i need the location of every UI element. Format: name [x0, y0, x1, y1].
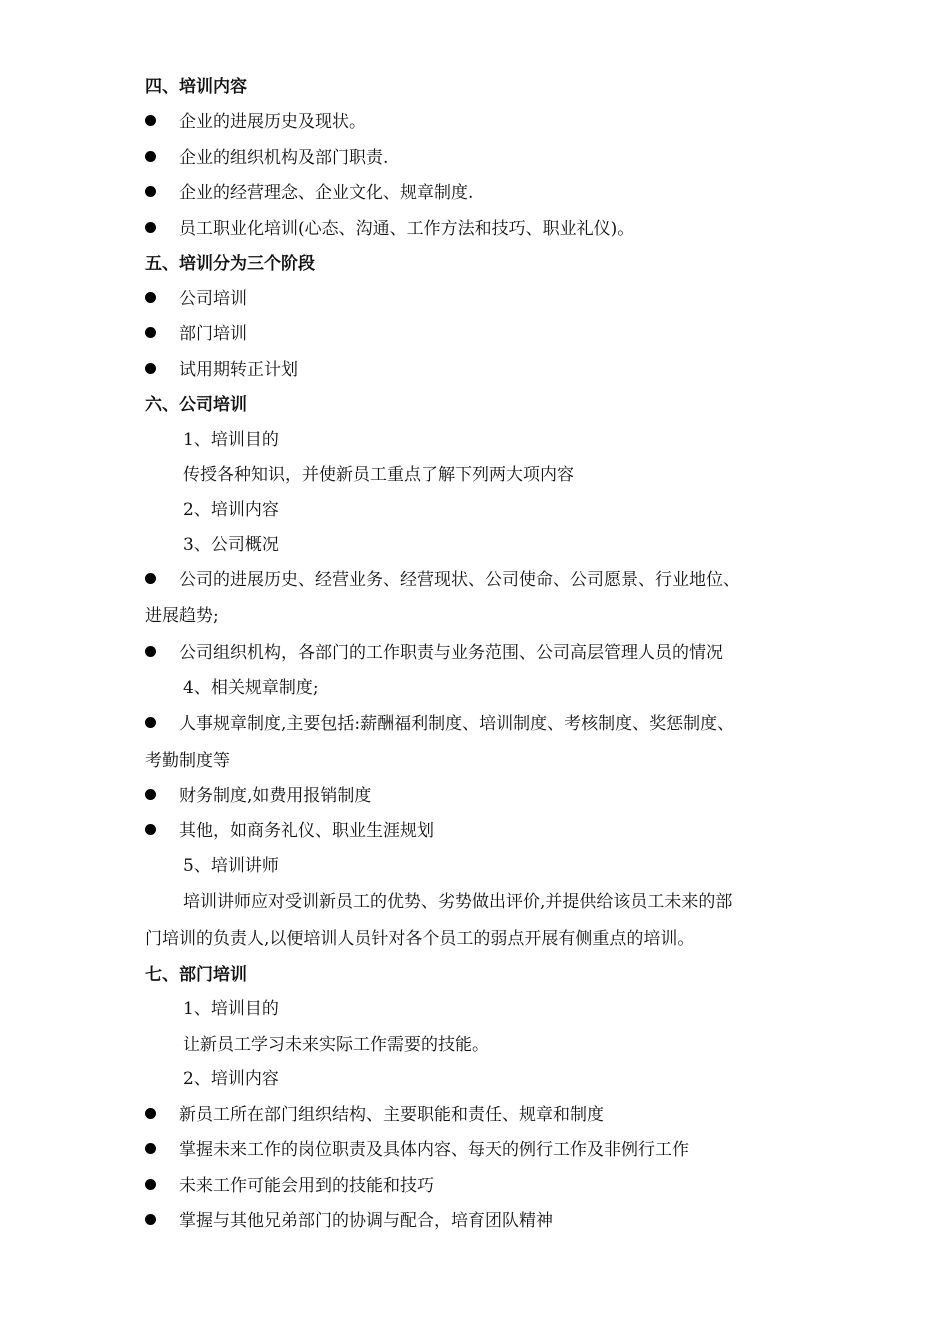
bullet-icon [145, 646, 156, 657]
section-5-heading: 五、培训分为三个阶段 [145, 254, 315, 274]
list-item: 企业的组织机构及部门职责. [179, 148, 389, 168]
list-item: 新员工所在部门组织结构、主要职能和责任、规章和制度 [179, 1105, 604, 1125]
bullet-icon [145, 824, 156, 835]
list-item: 员工职业化培训(心态、沟通、工作方法和技巧、职业礼仪)。 [179, 219, 635, 239]
bullet-icon [145, 222, 156, 233]
bullet-icon [145, 115, 156, 126]
subheading: 1、培训目的 [183, 999, 279, 1019]
bullet-icon [145, 573, 156, 584]
paragraph: 培训讲师应对受训新员工的优势、劣势做出评价,并提供给该员工未来的部 [183, 892, 733, 912]
list-item: 企业的进展历史及现状。 [179, 112, 366, 132]
subheading: 3、公司概况 [183, 535, 279, 555]
bullet-icon [145, 292, 156, 303]
paragraph: 让新员工学习未来实际工作需要的技能。 [183, 1035, 489, 1055]
subheading: 5、培训讲师 [183, 856, 279, 876]
bullet-icon [145, 1108, 156, 1119]
bullet-icon [145, 1143, 156, 1154]
section-6-heading: 六、公司培训 [145, 395, 247, 415]
list-item: 人事规章制度,主要包括:薪酬福利制度、培训制度、考核制度、奖惩制度、 [179, 714, 735, 734]
bullet-icon [145, 186, 156, 197]
list-item: 公司的进展历史、经营业务、经营现状、公司使命、公司愿景、行业地位、 [179, 570, 740, 590]
subheading: 4、相关规章制度; [183, 678, 319, 698]
list-item: 部门培训 [179, 324, 247, 344]
list-item: 其他，如商务礼仪、职业生涯规划 [179, 821, 434, 841]
bullet-icon [145, 717, 156, 728]
section-7-heading: 七、部门培训 [145, 965, 247, 985]
list-item: 公司培训 [179, 289, 247, 309]
subheading: 2、培训内容 [183, 1069, 279, 1089]
bullet-icon [145, 789, 156, 800]
list-item: 掌握与其他兄弟部门的协调与配合，培育团队精神 [179, 1211, 553, 1231]
bullet-icon [145, 1179, 156, 1190]
bullet-icon [145, 327, 156, 338]
bullet-icon [145, 151, 156, 162]
list-item-continuation: 进展趋势; [145, 606, 219, 626]
subheading: 1、培训目的 [183, 430, 279, 450]
list-item: 未来工作可能会用到的技能和技巧 [179, 1176, 434, 1196]
list-item: 掌握未来工作的岗位职责及具体内容、每天的例行工作及非例行工作 [179, 1140, 689, 1160]
list-item-continuation: 考勤制度等 [145, 751, 230, 771]
paragraph-continuation: 门培训的负责人,以便培训人员针对各个员工的弱点开展有侧重点的培训。 [145, 929, 695, 949]
list-item: 试用期转正计划 [179, 360, 298, 380]
list-item: 公司组织机构，各部门的工作职责与业务范围、公司高层管理人员的情况 [179, 643, 723, 663]
list-item: 财务制度,如费用报销制度 [179, 786, 372, 806]
paragraph: 传授各种知识，并使新员工重点了解下列两大项内容 [183, 465, 574, 485]
subheading: 2、培训内容 [183, 500, 279, 520]
bullet-icon [145, 363, 156, 374]
list-item: 企业的经营理念、企业文化、规章制度. [179, 183, 474, 203]
bullet-icon [145, 1214, 156, 1225]
section-4-heading: 四、培训内容 [145, 77, 247, 97]
